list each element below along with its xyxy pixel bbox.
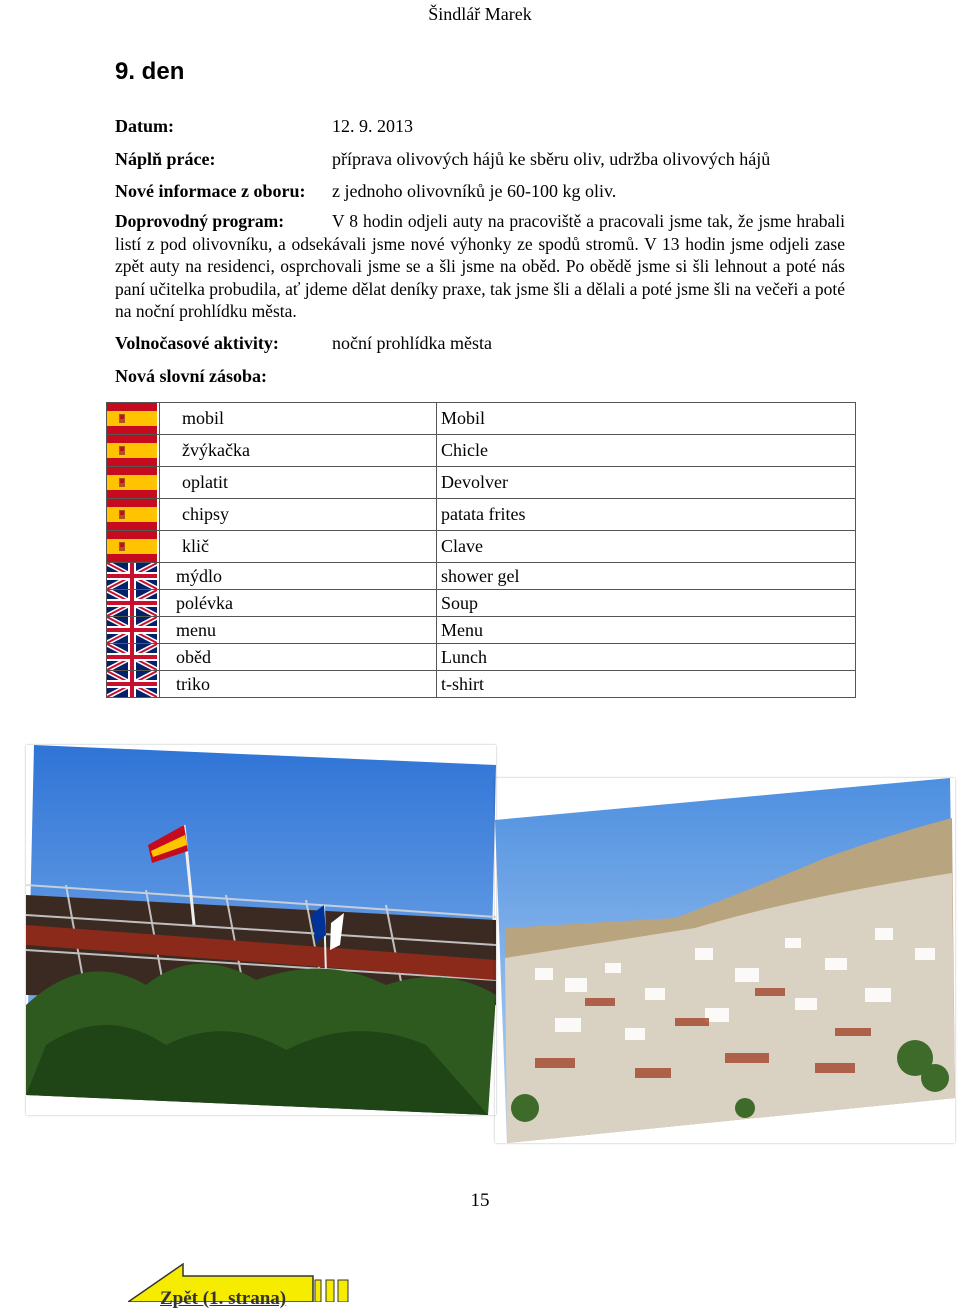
uk-flag-icon	[107, 563, 157, 589]
leisure-value: noční prohlídka města	[332, 333, 492, 353]
work-value: příprava olivových hájů ke sběru oliv, udržba olivových hájů	[332, 149, 771, 169]
foreign-word: t-shirt	[441, 673, 484, 694]
czech-word-cell	[160, 403, 437, 435]
vocab-row	[107, 403, 856, 435]
work-label: Náplň práce:	[115, 149, 216, 169]
czech-word: oplatit	[182, 472, 228, 492]
vocab-label: Nová slovní zásoba:	[115, 366, 268, 386]
czech-word-cell	[160, 467, 437, 499]
spain-flag-icon	[107, 531, 157, 562]
vocab-row	[107, 671, 856, 698]
photo-city-panorama	[495, 778, 955, 1143]
flag-cell	[107, 590, 160, 617]
czech-word-cell	[160, 644, 437, 671]
czech-word: oběd	[176, 646, 211, 667]
info-value: z jednoho olivovníků je 60-100 kg oliv.	[332, 181, 617, 201]
foreign-word: Devolver	[441, 472, 508, 492]
foreign-word-cell	[437, 531, 856, 563]
foreign-word: Soup	[441, 592, 479, 613]
czech-word: klič	[182, 536, 209, 556]
flag-cell	[107, 403, 160, 435]
vocab-row	[107, 590, 856, 617]
spain-flag-icon	[107, 499, 157, 530]
flag-cell	[107, 617, 160, 644]
work-row	[115, 149, 771, 170]
photo-building-flags	[26, 745, 496, 1115]
vocab-row	[107, 467, 856, 499]
vocab-row	[107, 499, 856, 531]
czech-word-cell	[160, 499, 437, 531]
foreign-word-cell	[437, 499, 856, 531]
foreign-word-cell	[437, 644, 856, 671]
foreign-word-cell	[437, 467, 856, 499]
foreign-word-cell	[437, 563, 856, 590]
czech-word: mýdlo	[176, 565, 223, 586]
spain-flag-icon	[107, 467, 157, 498]
vocab-row	[115, 366, 267, 387]
vocab-row	[107, 644, 856, 671]
foreign-word: Mobil	[441, 408, 486, 428]
program-label: Doprovodný program:	[115, 211, 285, 231]
czech-word: mobil	[182, 408, 225, 428]
back-link-label[interactable]: Zpět (1. strana)	[160, 1288, 287, 1309]
czech-word: chipsy	[182, 504, 229, 524]
vocab-row	[107, 531, 856, 563]
uk-flag-icon	[107, 671, 157, 697]
uk-flag-icon	[107, 590, 157, 616]
vocab-row	[107, 617, 856, 644]
foreign-word-cell	[437, 617, 856, 644]
vocab-row	[107, 435, 856, 467]
page-number: 15	[470, 1190, 490, 1211]
uk-flag-icon	[107, 617, 157, 643]
czech-word-cell	[160, 531, 437, 563]
czech-word: žvýkačka	[182, 440, 250, 460]
info-row	[115, 181, 617, 202]
foreign-word-cell	[437, 403, 856, 435]
czech-word-cell	[160, 590, 437, 617]
vocabulary-table	[106, 402, 856, 698]
czech-word-cell	[160, 671, 437, 698]
foreign-word: Menu	[441, 619, 483, 640]
flag-cell	[107, 531, 160, 563]
vocab-row	[107, 563, 856, 590]
czech-word: triko	[176, 673, 210, 694]
spain-flag-icon	[107, 435, 157, 466]
flag-cell	[107, 671, 160, 698]
date-row	[115, 116, 413, 137]
foreign-word: shower gel	[441, 565, 520, 586]
foreign-word: Lunch	[441, 646, 487, 667]
leisure-label: Volnočasové aktivity:	[115, 333, 279, 353]
czech-word-cell	[160, 617, 437, 644]
flag-cell	[107, 435, 160, 467]
foreign-word: Chicle	[441, 440, 488, 460]
foreign-word-cell	[437, 435, 856, 467]
uk-flag-icon	[107, 644, 157, 670]
program-paragraph	[115, 210, 845, 323]
program-text: V 8 hodin odjeli auty na pracoviště a pracovali jsme tak, že jsme hrabali listí z pod olivovníku, a odsekávali jsme nové výhonky ze spodů stromů. V 13 hodin jsme odjeli zase zpět auty na residenci, osprchovali jsme se a šli jsme na oběd. Po obědě jsme si šli lehnout a poté nás paní učitelka probudila, ať jdeme dělat deníky praxe, tak jsme šli a dělali a poté jsme šli na večeři a poté na noční prohlídku města.	[115, 211, 845, 321]
czech-word-cell	[160, 563, 437, 590]
czech-word: menu	[176, 619, 216, 640]
flag-cell	[107, 467, 160, 499]
foreign-word: patata frites	[441, 504, 526, 524]
foreign-word-cell	[437, 590, 856, 617]
foreign-word-cell	[437, 671, 856, 698]
flag-cell	[107, 499, 160, 531]
header-author: Šindlář Marek	[428, 4, 532, 24]
info-label: Nové informace z oboru:	[115, 181, 306, 201]
day-title: 9. den	[115, 58, 185, 85]
czech-word-cell	[160, 435, 437, 467]
date-label: Datum:	[115, 116, 174, 136]
czech-word: polévka	[176, 592, 233, 613]
leisure-row	[115, 333, 492, 354]
date-value: 12. 9. 2013	[332, 116, 413, 136]
spain-flag-icon	[107, 403, 157, 434]
flag-cell	[107, 563, 160, 590]
flag-cell	[107, 644, 160, 671]
foreign-word: Clave	[441, 536, 483, 556]
